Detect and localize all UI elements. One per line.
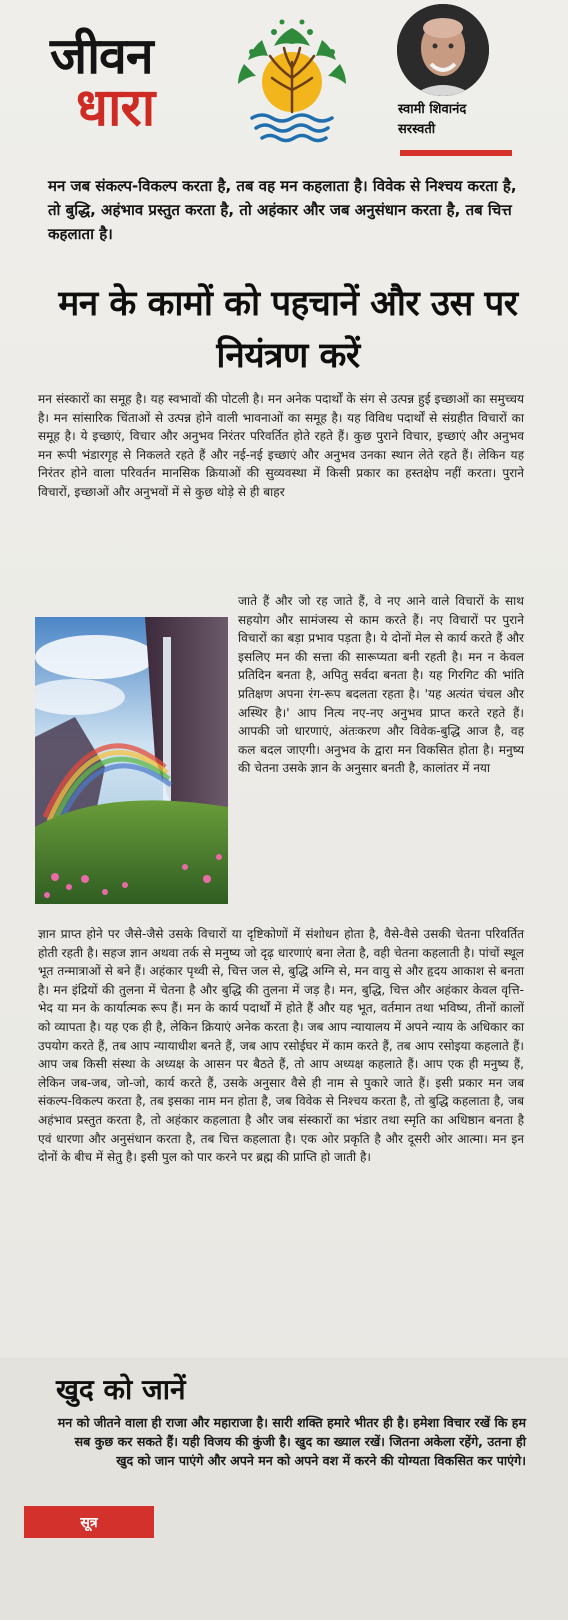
tree-water-icon [222, 18, 362, 148]
sidebar-text: मन को जीतने वाला ही राजा और महाराजा है। सारी शक्ति हमारे भीतर ही है। हमेशा विचार रखें कि हम सब कुछ कर सकते हैं। यही विजय की कुंजी है। खुद का ख्याल रखें। जितना अकेला रहेंगे, उतना ही खुद को जान पाएंगे और अपने मन को अपने वश में करने की योग्यता विकसित कर पाएंगे। [57, 1415, 526, 1468]
author-name-line1: स्वामी शिवानंद [398, 102, 467, 117]
author-photo [397, 4, 489, 96]
sidebar-title: खुद को जानें [56, 1373, 186, 1406]
author-portrait-icon [397, 4, 489, 96]
masthead [0, 0, 568, 170]
waterfall-image [35, 617, 228, 904]
author-underline-divider [400, 150, 512, 156]
article-paragraph-3: ज्ञान प्राप्त होने पर जैसे-जैसे उसके विचारों या दृष्टिकोणों में संशोधन होता है, वैसे-वैसे उसकी चेतना परिवर्तित होती रहती है। सहज ज्ञान अथवा तर्क से मनुष्य जो दृढ़ धारणाएं बना लेता है, वही चेतना कहलाती है। पांचों स्थूल भूत तन्मात्राओं से बने हैं। अहंकार पृथ्वी से, चित्त जल से, बुद्धि अग्नि से, मन वायु से और हृदय आकाश से बनता है। मन इंद्रियों की तुलना में चेतना है और बुद्धि की तुलना में जड़ है। मन, बुद्धि, चित्त और अहंकार केवल वृत्ति-भेद या मन के कार्यात्मक रूप हैं। मन के कार्य पदार्थों में होते हैं और यह भूत, वर्तमान तथा भविष्य, तीनों कालों को व्यापता है। यह एक ही है, लेकिन क्रियाएं अनेक करता है। जब आप न्यायालय में अपने न्याय के अधिकार का उपयोग करते हैं, तब आप न्यायाधीश बनते हैं, जब आप रसोईघर में काम करते हैं, तब आप रसोइया कहलाते हैं। आप जब किसी संस्था के अध्यक्ष के आसन पर बैठते हैं, तो आप अध्यक्ष कहलाते हैं। आप एक ही मनुष्य हैं, लेकिन जब-जब, जो-जो, कार्य करते हैं, उसके अनुसार वैसे ही नाम से पुकारे जाते हैं। इसी प्रकार मन जब संकल्प-विकल्प करता है, तब इसका नाम मन होता है, जब विवेक से निश्चय करता है, तो बुद्धि कहलाता है, जब अहंभाव प्रस्तुत करता है, तो अहंकार कहलाता है और जब संस्कारों का भंडार तथा स्मृति का अधिष्ठान बनता है एवं धारणा और अनुसंधान करता है, तब चित्त कहलाता है। एक ओर प्रकृति है और दूसरी ओर आत्मा। मन इन दोनों के बीच में सेतु है। इसी पुल को पार करने पर ब्रह्म की प्राप्ति हो जाती है। [38, 927, 524, 1165]
intro-quote: मन जब संकल्प-विकल्प करता है, तब वह मन कहलाता है। विवेक से निश्चय करता है, तो बुद्धि, अहंभाव प्रस्तुत करता है, तो अहंकार और जब अनुसंधान करता है, तब चित्त कहलाता है। [48, 177, 517, 243]
column-brand-dhara: धारा [76, 78, 155, 138]
author-name-line2: सरस्वती [398, 122, 436, 137]
column-brand-jeevan: जीवन [50, 27, 153, 85]
sutra-label-badge: सूत्र [24, 1506, 154, 1538]
article-headline: मन के कामों को पहचानें और उस पर नियंत्रण करें [58, 284, 518, 376]
article-paragraph-2: जाते हैं और जो रह जाते हैं, वे नए आने वाले विचारों के साथ सहयोग और सामंजस्य से काम करते हैं। नए विचारों पर पुराने विचारों का बड़ा प्रभाव पड़ता है। ये दोनों मेल से कार्य करते हैं और इसलिए मन की सत्ता की सारूप्यता बनी रहती है। मन न केवल प्रतिदिन बनता है, अपितु सर्वदा बनता है। यह गिरगिट की भांति प्रतिक्षण अपना रंग-रूप बदलता रहता है। 'यह अत्यंत चंचल और अस्थिर है।' आप नित्य नए-नए अनुभव प्राप्त करते रहते हैं। आपकी जो धारणाएं, अंतःकरण और विवेक-बुद्धि आज है, वह कल बदल जाएगी। अनुभव के द्वारा मन विकसित होता है। मनुष्य की चेतना उसके ज्ञान के अनुसार बनती है, कालांतर में नया [238, 594, 524, 776]
author-name [398, 100, 518, 140]
article-paragraph-1: मन संस्कारों का समूह है। यह स्वभावों की पोटली है। मन अनेक पदार्थों के संग से उत्पन्न हुई इच्छाओं का समुच्चय है। मन सांसारिक चिंताओं से उत्पन्न होने वाली भावनाओं का समूह है। यह विविध पदार्थों से संग्रहीत विचारों का समूह है। ये इच्छाएं, विचार और अनुभव निरंतर परिवर्तित होते रहते हैं। कुछ पुराने विचार, इच्छाएं और अनुभव मन रूपी भंडारगृह से निकलते रहते हैं और नई-नई इच्छाएं और अनुभव उनका स्थान लेते रहते हैं। लेकिन यह निरंतर होने वाला परिवर्तन मानसिक क्रियाओं की सुव्यवस्था में किसी प्रकार का हस्तक्षेप नहीं करता। पुराने विचारों, इच्छाओं और अनुभवों में से कुछ थोड़े से ही बाहर [38, 392, 524, 499]
waterfall-rainbow-illustration [35, 617, 228, 904]
